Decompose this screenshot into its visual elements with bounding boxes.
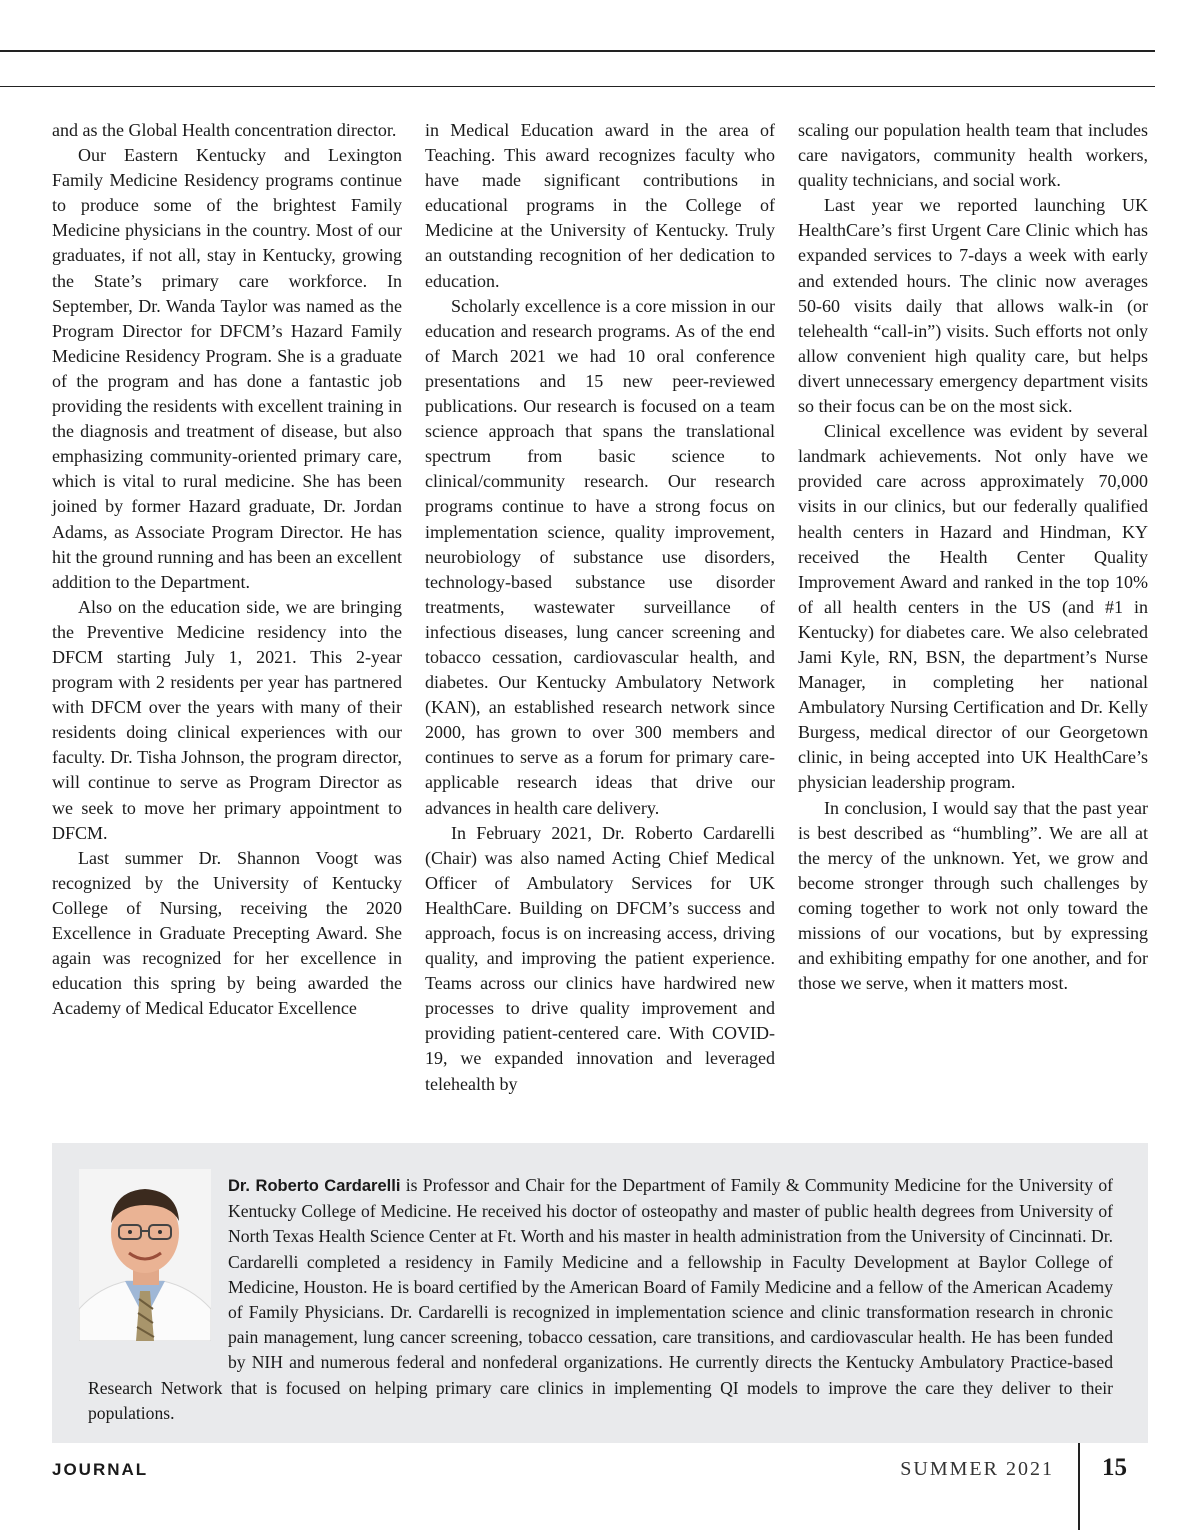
paragraph: scaling our population health team that includes care navigators, community health workers, quality technicians, and social work.: [798, 120, 1148, 191]
paragraph: In conclusion, I would say that the past year is best described as “humbling”. We are all at the mercy of the unknown. Yet, we grow and become stronger through such challenges by coming together to work not only toward the missions of our vocations, but by expressing and exhibiting empathy for one another, and for those we serve, when it matters most.: [798, 797, 1148, 994]
header-rule: [0, 50, 1155, 52]
paragraph: in Medical Education award in the area of Teaching. This award recognizes faculty who have made significant contributions in educational programs in the College of Medicine at the University of Kentucky. Truly an outstanding recognition of her dedication to education.: [425, 120, 775, 291]
paragraph: Our Eastern Kentucky and Lexington Family Medicine Residency programs continue to produce some of the brightest Family Medicine physicians in the country. Most of our graduates, if not all, stay in Kentucky, growing the State’s primary care workforce. In September, Dr. Wanda Taylor was named as the Program Director for DFCM’s Hazard Family Medicine Residency Program. She is a graduate of the program and has done a fantastic job providing the residents with excellent training in the diagnosis and treatment of disease, but also emphasizing community-oriented primary care, which is vital to rural medicine. She has been joined by former Hazard graduate, Dr. Jordan Adams, as Associate Program Director. He has hit the ground running and has been an excellent addition to the Department.: [52, 145, 402, 592]
author-bio-text: [88, 1173, 1113, 1426]
author-bio-body: is Professor and Chair for the Department of Family & Community Medicine for the University of Kentucky College of Medicine. He received his doctor of osteopathy and master of public health degrees from University of North Texas Health Science Center at Ft. Worth and his master in health administration from the University of Cincinnati. Dr. Cardarelli completed a residency in Family Medicine and a fellowship in Faculty Development at Baylor College of Medicine, Houston. He is board certified by the American Board of Family Medicine and a fellow of the American Academy of Family Physicians. Dr. Cardarelli is recognized in implementation science and clinic transformation research in chronic pain management, lung cancer screening, tobacco cessation, care transitions, and cardiovascular health. He has been funded by NIH and numerous federal and nonfederal organizations. He currently directs the Kentucky Ambulatory Practice-based Research Network that is focused on helping primary care clinics in implementing QI models to improve the care they deliver to their populations.: [88, 1175, 1113, 1423]
article-column-3: [798, 118, 1148, 1128]
paragraph: Last year we reported launching UK HealthCare’s first Urgent Care Clinic which has expanded services to 7-days a week with early and extended hours. The clinic now averages 50-60 visits daily that allows walk-in (or telehealth “call-in”) visits. Such efforts not only allow convenient high quality care, but helps divert unnecessary emergency department visits so their focus can be on the most sick.: [798, 195, 1148, 417]
page-number: 15: [1102, 1454, 1127, 1481]
paragraph: and as the Global Health concentration director.: [52, 120, 397, 140]
photo-spacer: [88, 1173, 228, 1351]
footer-divider: [1078, 1443, 1080, 1530]
author-name: Dr. Roberto Cardarelli: [228, 1177, 401, 1195]
issue-label: SUMMER 2021: [900, 1458, 1054, 1480]
paragraph: Scholarly excellence is a core mission in our education and research programs. As of the end of March 2021 we had 10 oral conference presentations and 15 new peer-reviewed publications. Our research is focused on a team science approach that spans the translational spectrum from basic science to clinical/community research. Our research programs continue to have a strong focus on implementation science, quality improvement, neurobiology of substance use disorders, technology-based substance use disorder treatments, wastewater surveillance of infectious diseases, lung cancer screening and tobacco cessation, cardiovascular health, and diabetes. Our Kentucky Ambulatory Network (KAN), an established research network since 2000, has grown to over 300 members and continues to serve as a forum for primary care-applicable research ideas that drive our advances in health care delivery.: [425, 295, 775, 818]
paragraph: In February 2021, Dr. Roberto Cardarelli (Chair) was also named Acting Chief Medical Officer of Ambulatory Services for UK HealthCare. Building on DFCM’s success and approach, focus is on increasing access, driving quality, and improving the patient experience. Teams across our clinics have hardwired new processes to drive quality improvement and providing patient-centered care. With COVID-19, we expanded innovation and leveraged telehealth by: [425, 822, 775, 1094]
publication-name: JOURNAL: [52, 1460, 149, 1479]
author-bio-box: [52, 1143, 1148, 1443]
paragraph: Last summer Dr. Shannon Voogt was recognized by the University of Kentucky College of Nursing, receiving the 2020 Excellence in Graduate Precepting Award. She again was recognized for her excellence in education this spring by being awarded the Academy of Medical Educator Excellence: [52, 847, 402, 1019]
header-rule-secondary: [0, 86, 1155, 87]
article-body: [52, 118, 1148, 1128]
paragraph: Also on the education side, we are bringing the Preventive Medicine residency into the DFCM starting July 1, 2021. This 2-year program with 2 residents per year has partnered with DFCM over the years with many of their residents doing clinical experiences with our faculty. Dr. Tisha Johnson, the program director, will continue to serve as Program Director as we seek to move her primary appointment to DFCM.: [52, 596, 402, 843]
paragraph: Clinical excellence was evident by several landmark achievements. Not only have we provided care across approximately 70,000 visits in our clinics, but our federally qualified health centers in Hazard and Hindman, KY received the Health Center Quality Improvement Award and ranked in the top 10% of all health centers in the US (and #1 in Kentucky) for diabetes care. We also celebrated Jami Kyle, RN, BSN, the department’s Nurse Manager, in completing her national Ambulatory Nursing Certification and Dr. Kelly Burgess, medical director of our Georgetown clinic, in being accepted into UK HealthCare’s physician leadership program.: [798, 421, 1148, 793]
article-column-1: [52, 118, 402, 1128]
article-column-2: [425, 118, 775, 1128]
